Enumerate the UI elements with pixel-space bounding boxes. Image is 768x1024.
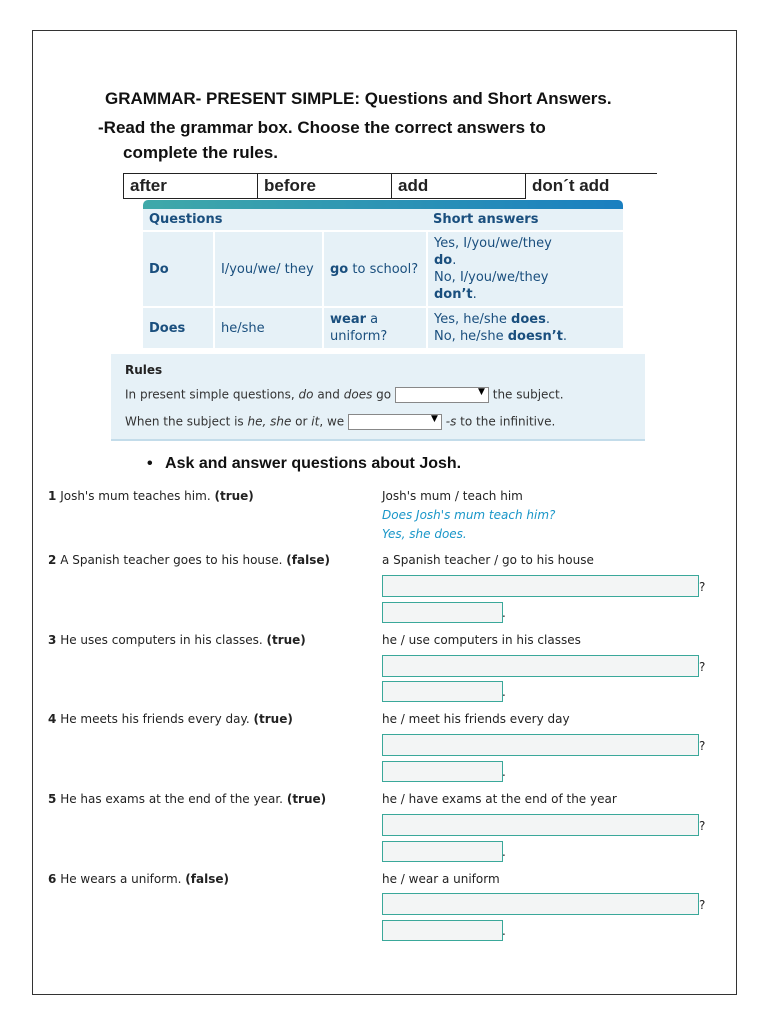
word-dont-add: don´t add [526, 174, 658, 199]
word-after: after [124, 174, 258, 199]
item-3: 3 He uses computers in his classes. (true) [48, 633, 306, 647]
period: . [502, 606, 506, 620]
item-2-prompt: a Spanish teacher / go to his house [382, 553, 594, 567]
item-1-prompt: Josh's mum / teach him [382, 489, 523, 503]
period: . [502, 765, 506, 779]
item-4: 4 He meets his friends every day. (true) [48, 712, 293, 726]
item-4-answer-input[interactable] [382, 761, 503, 782]
item-3-question-input[interactable] [382, 655, 699, 677]
instruction-line-1: -Read the grammar box. Choose the correct answers to [98, 118, 546, 137]
item-1: 1 Josh's mum teaches him. (true) [48, 489, 254, 503]
word-add: add [392, 174, 526, 199]
period: . [502, 685, 506, 699]
rule-1: In present simple questions, do and does go ▼ the subject. [125, 387, 564, 402]
item-2-answer-input[interactable] [382, 602, 503, 623]
verb-does: wear a uniform? [323, 307, 427, 349]
header-questions: Questions [143, 209, 427, 231]
chevron-down-icon: ▼ [478, 387, 485, 397]
item-6: 6 He wears a uniform. (false) [48, 872, 229, 886]
item-3-prompt: he / use computers in his classes [382, 633, 581, 647]
item-5-answer-input[interactable] [382, 841, 503, 862]
item-3-answer-input[interactable] [382, 681, 503, 702]
grammar-box-header-bar [143, 200, 623, 209]
header-short-answers: Short answers [427, 209, 623, 231]
question-mark: ? [699, 819, 706, 833]
subject-does: he/she [214, 307, 323, 349]
question-mark: ? [699, 739, 706, 753]
aux-do: Do [143, 231, 214, 307]
item-5-question-input[interactable] [382, 814, 699, 836]
grammar-box [143, 200, 623, 344]
instruction [98, 115, 546, 165]
item-5: 5 He has exams at the end of the year. (true) [48, 792, 327, 806]
page-title: GRAMMAR- PRESENT SIMPLE: Questions and Short Answers. [105, 89, 612, 108]
item-2: 2 A Spanish teacher goes to his house. (false) [48, 553, 330, 567]
rule-2: When the subject is he, she or it, we ▼ -s to the infinitive. [125, 414, 556, 429]
question-mark: ? [699, 660, 706, 674]
chevron-down-icon: ▼ [431, 414, 438, 424]
verb-do: go to school? [323, 231, 427, 307]
item-5-prompt: he / have exams at the end of the year [382, 792, 617, 806]
rules-box [111, 354, 645, 441]
period: . [502, 845, 506, 859]
instruction-line-2: complete the rules. [123, 143, 278, 162]
short-answer-do: Yes, I/you/we/they do. No, I/you/we/they don’t. [427, 231, 623, 307]
short-answer-does: Yes, he/she does. No, he/she doesn’t. [427, 307, 623, 349]
bullet-instruction: • Ask and answer questions about Josh. [147, 455, 462, 472]
item-6-prompt: he / wear a uniform [382, 872, 500, 886]
aux-does: Does [143, 307, 214, 349]
item-4-prompt: he / meet his friends every day [382, 712, 570, 726]
rule-1-select[interactable] [395, 387, 489, 403]
item-4-question-input[interactable] [382, 734, 699, 756]
period: . [502, 924, 506, 938]
question-mark: ? [699, 580, 706, 594]
rule-2-select[interactable] [348, 414, 442, 430]
item-2-question-input[interactable] [382, 575, 699, 597]
item-6-question-input[interactable] [382, 893, 699, 915]
subject-do: I/you/we/ they [214, 231, 323, 307]
grammar-table [143, 209, 623, 350]
question-mark: ? [699, 898, 706, 912]
item-6-answer-input[interactable] [382, 920, 503, 941]
item-1-example-answer: Yes, she does. [382, 527, 467, 541]
rules-heading: Rules [125, 363, 163, 377]
item-1-example-question: Does Josh's mum teach him? [382, 508, 556, 522]
word-before: before [258, 174, 392, 199]
word-bank [123, 173, 657, 199]
